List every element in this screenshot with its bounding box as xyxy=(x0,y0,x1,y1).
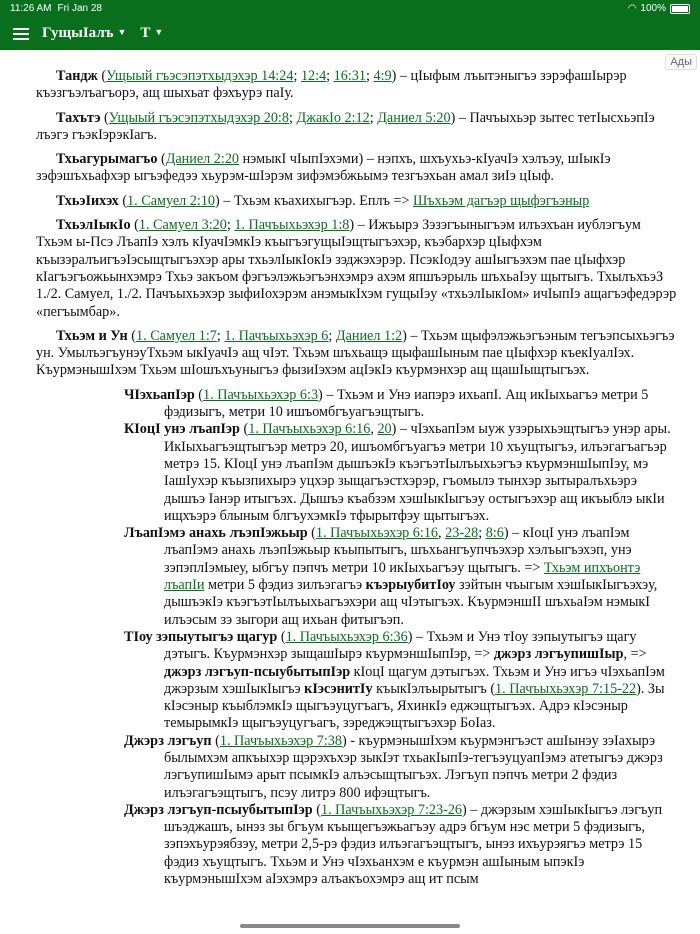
cross-ref-link[interactable]: Шъхьэм дагъэр щыфэгъэныр xyxy=(413,192,590,209)
scripture-link[interactable]: 20 xyxy=(377,421,392,438)
entry-text: ) – Пачъыхьэр зытес тетIысхьэпIэ лъэгэ гъэкIэрэкIагъ. xyxy=(36,109,655,143)
entry-pre: ( xyxy=(312,801,321,818)
book-selector[interactable] xyxy=(42,25,126,42)
entry-pre: ( xyxy=(127,327,136,344)
ref-sep: ; xyxy=(326,68,334,84)
entry-text: кIоцI щагум дэтыгъэх. Тхьэм и Унэ игъэ чIэхьапIэм джэрзым хэшIыкIыгъэ xyxy=(164,663,665,697)
ref-sep: ; xyxy=(293,68,301,84)
entry-text: ) – цIыфым лъытэныгъэ зэрэфашIырэр къэзгъэлъагъорэ, ащ шыхьат фэхъурэ паIу. xyxy=(36,68,627,102)
entry-term: ЛъапIэмэ анахь лъэпIэжьыр xyxy=(124,525,308,542)
entry-text: къыкIэлъырытыгъ ( xyxy=(372,680,496,697)
cross-ref-term: джэрз лэгъуп-псыубытыпIэр xyxy=(164,663,351,680)
entry-term: ТхьэлIыкIо xyxy=(56,217,131,234)
entry-pre: ( xyxy=(130,217,139,234)
entry-pre: ( xyxy=(157,151,166,168)
scripture-link[interactable]: 1. Пачъыхьэхэр 7:23-26 xyxy=(320,801,463,818)
glossary-entry xyxy=(36,110,678,145)
scripture-link[interactable]: 1. Пачъыхьэхэр 7:38 xyxy=(219,732,342,749)
scripture-link[interactable]: Ущыый гъэсэпэтхыдэхэр 14:24 xyxy=(106,68,294,84)
scripture-link[interactable]: ДжакIо 2:12 xyxy=(296,109,370,126)
entry-text: ) - къурмэнышIхэм къурмэнгъэст ашIынэу зэIахырэ былымхэм апкъыхэр щэрэхъхэр зыкIэт тхьакIыпIэ-тегъэуцуапIэмэ атетыгъэ джэрз лэгъупишIымэ арыт псымкIэ алъэсыщтыгъэх. Лэгъуп пэпчъ метри 2 фэдиз илъэгагъэщтыгъ, псэу литрэ 800 ифэщтыгъ. xyxy=(164,732,663,801)
entry-term: ЧIэхьапIэр xyxy=(124,386,195,403)
entry-text: ) – чIэхьапIэм ыуж узэрыхьэщтыгъэ унэр ары. ИкIыхьагъэщтыгъэр метрэ 20, ишъомбгъуагъэ метри 10 хъущтыгъэ, илъэгагъагъэр метрэ 15. КIоцI унэ лъапIэм дышъэкIэ къэгъэтIылъыхьэгъэ къурмэншIыпIэу, мэ IашIухэр къызпихырэ уцхэр зыщагъэстхэрэр, гъомылэ тынхэр зытыралъхьэрэ дышъэ Iанэр итыгъэх. Дышъэ къабзэм хэшIыкIыгъэу остыгъэхэр ащ икъыблэ ыкIи ищхъэрэ блыным блгъухэмкIэ тфырытфэу щытыгъэх. xyxy=(164,421,671,524)
entry-text: ) – Тхьэм и Унэ тIоу зэпыутыгъэ щагу дэтыгъ. Къурмэнхэр зыщашIырэ къурмэншIыпIэр, => xyxy=(164,628,637,663)
battery-percent: 100% xyxy=(640,3,666,14)
ref-sep: , xyxy=(370,421,378,438)
entry-text: ) – Ижъырэ Зэзэгъыныгъэм илъэхъан иублэгъум Тхьэм ы-Псэ ЛъапIэ хэлъ кIуачIэмкIэ къыгъэгущыIэщтыгъэхэр, къэбархэр цIыфхэм къызэралъигъэIэсыщтыгъэхэр ары тхьэлIыкIокIэ зэджэхэрэр. ПсэкIодэу ашIыгъэхэм пае цIыфхэр кIагъэгъожьынхэмрэ Тхьэ закъом фэгъэлэжьэгъэнхэмрэ ахэм япшъэрыль шъхьаIэу щытыгъ. ТхылъхъэЗ 1./2. Самуел, 1./2. Пачъыхьэхэр зыфиIохэрэм анэмыкIхэм гущыIэу «тхьэлIыкIом» ичIыпIэ ащагъэфедэрэр «пегъымбар». xyxy=(36,217,677,320)
home-indicator[interactable] xyxy=(240,924,460,928)
entry-text: метри 5 фэдиз зилъэгагъэ xyxy=(204,577,366,594)
scripture-link[interactable]: 1. Пачъыхьэхэр 6 xyxy=(224,327,329,344)
ref-sep: ; xyxy=(288,109,297,126)
entry-term: ТIоу зэпыутыгъэ щагур xyxy=(124,628,278,645)
scripture-link[interactable]: Ущыый гъэсэпэтхыдэхэр 20:8 xyxy=(108,109,289,126)
glossary-entry xyxy=(36,733,678,802)
glossary-entry xyxy=(36,328,678,380)
side-panel-button[interactable]: Ады xyxy=(665,54,697,70)
scripture-link[interactable]: 23-28 xyxy=(445,525,479,542)
entry-term: Тандж xyxy=(56,68,98,84)
ref-sep: ; xyxy=(478,525,486,542)
status-time: 11:26 AM xyxy=(10,3,52,14)
glossary-entry xyxy=(36,151,678,186)
scripture-link[interactable]: 1. Самуел 2:10 xyxy=(127,192,216,209)
scripture-link[interactable]: Даниел 2:20 xyxy=(165,151,240,168)
entry-text: нэмыкI чIыпIэхэми) – нэпхъ, шхъухьэ-кIуачIэ хэлъэу, шIыкIэ зэфэшъхьафхэр ыгъэфедээ хьурэм-шIэрэм зифэмэбжьымэ тезгъэхьан амал зиIэ цIыф. xyxy=(36,151,611,185)
scripture-link[interactable]: 1. Пачъыхьэхэр 6:16 xyxy=(315,525,439,542)
glossary-entry xyxy=(36,525,678,629)
cross-ref-term: кIэсэнитIу xyxy=(304,680,373,697)
cross-ref-term: джэрз лэгъупишIыр xyxy=(493,646,624,663)
scripture-link[interactable]: 1. Пачъыхьэхэр 6:3 xyxy=(203,386,319,403)
glossary-entry xyxy=(36,802,678,888)
font-label: Т xyxy=(140,25,151,41)
book-title: ГущыIалъ xyxy=(42,25,114,41)
entry-pre: ( xyxy=(100,109,109,126)
entry-pre: ( xyxy=(277,628,286,645)
scripture-link[interactable]: Даниел 1:2 xyxy=(335,327,403,344)
scripture-link[interactable]: 1. Пачъыхьэхэр 1:8 xyxy=(234,217,350,234)
chevron-down-icon: ▼ xyxy=(117,27,127,37)
entry-term: Тхьэм и Ун xyxy=(56,327,128,344)
cross-ref-term: къэрыубитIоу xyxy=(365,577,456,594)
scripture-link[interactable]: 1. Самуел 3:20 xyxy=(138,217,227,234)
scripture-link[interactable]: 8:6 xyxy=(485,525,504,542)
scripture-link[interactable]: 4:9 xyxy=(373,68,392,84)
status-bar xyxy=(0,0,700,17)
entry-text: зэйтын чъыгым хэшIыкIыгъэхэу, дышъэкIэ къэгъэтIылъыхьагъэхэри ащ чIэтыгъэх. КъурмэншII шъхьаIэм нэмыкI илъэсым зэ зыгори ащ ихьан фитыгъэп. xyxy=(164,577,658,628)
entry-text: , => xyxy=(623,646,647,663)
toolbar xyxy=(0,17,700,50)
entry-text: ) – джэрзым хэшIыкIыгъэ лэгъуп шъэджашъ, ынэз зы бгъум къыщегъэжьагъэу адрэ бгъум нэс метри 5 фэдизыгъ, зэпэхъурэябзэу, метри 2,5-рэ фэдиз илъэгагъэщтыгъ, ынэз ихъурэягъэ метрэ 15 фэдиз хъущтыгъ. Тхьэм и Унэ чIэхьанхэм е къурмэн ашIыным ыпэкIэ къурмэнышIхэм аIэхэмрэ алъакъохэмрэ ащ ит псым xyxy=(164,801,663,888)
glossary-entry xyxy=(36,217,678,321)
entry-text: ) – Тхьэм къахихыгъэр. Еплъ => xyxy=(215,192,413,209)
entry-term: ТхьэIихэх xyxy=(56,192,119,209)
ref-sep: ; xyxy=(366,68,374,84)
glossary-entry xyxy=(36,421,678,525)
glossary-entry xyxy=(36,68,678,103)
scripture-link[interactable]: 1. Пачъыхьэхэр 7:15-22 xyxy=(495,680,637,697)
entry-pre: ( xyxy=(194,386,204,403)
entry-pre: ( xyxy=(239,421,249,438)
font-selector[interactable] xyxy=(140,25,163,42)
entry-pre: ( xyxy=(118,192,128,209)
menu-icon[interactable] xyxy=(13,25,29,43)
glossary-entry xyxy=(36,387,678,422)
entry-text: ). Зы кIэсэныр къыблэмкIэ щыгъэуцугъагъ, ЯхинкIэ еджэщтыгъэх. Адрэ кIэсэныр темырымкIэ щыгъэуцугъагъ, зэреджэщтыгъэхэр БоIаз. xyxy=(164,680,665,732)
scripture-link[interactable]: 12:4 xyxy=(300,68,327,84)
entry-term: Тхьагурымагъо xyxy=(56,151,158,168)
entry-pre: ( xyxy=(97,68,107,84)
chevron-down-icon: ▼ xyxy=(154,27,164,37)
entry-term: Джэрз лэгъуп-псыубытыпIэр xyxy=(124,801,313,818)
scripture-link[interactable]: 1. Пачъыхьэхэр 6:16 xyxy=(248,421,371,438)
cross-ref-link[interactable]: Тхьэм ипхъонтэ лъапIи xyxy=(164,559,641,594)
entry-term: Тахътэ xyxy=(56,109,101,126)
glossary-entry xyxy=(36,629,678,733)
entry-text: ) – кIоцI унэ лъапIэм лъапIэмэ анахь лъэпIэжьыр къыпытыгъ, шъхьангъупчъэхэр хэлъыгъэхэп, унэ зэпэплIэмыеу, ыбгъу пэпчъ метри 10 икIыхьагъэу щытыгъ. => xyxy=(164,525,632,576)
entry-text: ) – Тхьэм и Унэ иапэрэ ихьапI. Ащ икIыхьагъэ метри 5 фэдизыгъ, метри 10 ишъомбгъуагъэщтыгъ. xyxy=(164,386,649,421)
scripture-link[interactable]: 1. Самуел 1:7 xyxy=(136,327,217,344)
glossary-entry xyxy=(36,193,678,210)
ref-sep: ; xyxy=(328,327,336,344)
wifi-icon: ◠ xyxy=(627,3,637,14)
ref-sep: , xyxy=(438,525,446,542)
battery-icon xyxy=(670,4,690,14)
entry-term: Джэрз лэгъуп xyxy=(124,732,212,749)
entry-term: КIоцI унэ лъапIэр xyxy=(124,421,240,438)
scripture-link[interactable]: 16:31 xyxy=(333,68,366,84)
ref-sep: ; xyxy=(216,327,225,344)
scripture-link[interactable]: Даниел 5:20 xyxy=(377,109,451,126)
entry-text: ) – Тхьэм щыфэлэжьэгъэным тегъэпсыхьэгъэ ун. УмылъэгъунэуТхьэм ыкIуачIэ ащ чIэт. Тхьэм шъхьащэ щыфашIыным пае цIыфхэр къекIуалIэх. КъурмэнышIхэм Тхьэм шIошъхъуныгъэ фызиIэхэм ацIэкIэ къурмэнхэр ащ щашIыщтыгъэх. xyxy=(36,327,675,379)
entry-pre: ( xyxy=(211,732,220,749)
ref-sep: ; xyxy=(226,217,235,234)
entry-pre: ( xyxy=(307,525,316,542)
ref-sep: ; xyxy=(369,109,378,126)
glossary-content xyxy=(0,50,700,888)
scripture-link[interactable]: 1. Пачъыхьэхэр 6:36 xyxy=(285,628,408,645)
status-date: Fri Jan 28 xyxy=(57,3,102,14)
